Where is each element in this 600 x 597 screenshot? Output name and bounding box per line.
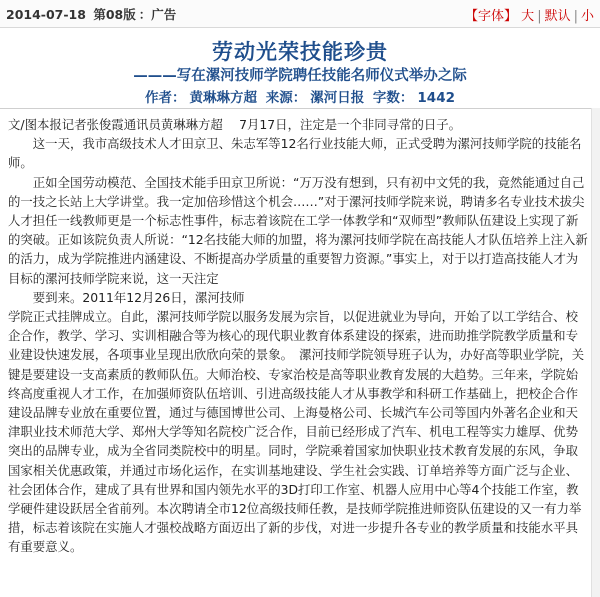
article-subtitle: ———写在漯河技师学院聘任技能名师仪式举办之际 — [133, 68, 467, 84]
paragraph-4: 要到来。2011年12月26日，漯河技师 — [32, 289, 245, 305]
edition-number: 第08版 — [93, 7, 136, 22]
font-separator-1: | — [537, 9, 542, 24]
source-name: 漯河日报 — [310, 90, 365, 106]
edition-section: ：广告 — [138, 7, 177, 22]
font-separator-2: | — [573, 9, 578, 24]
article-title: 劳动光荣技能珍贵 — [212, 39, 388, 64]
source-label: 来源： — [265, 90, 307, 106]
paragraph-5: 学院正式挂牌成立。自此，漯河技师学院以服务发展为宗旨，以促进就业为导向，开始了以工学结合、校企合作，教学、学习、实训相融合等为核心的现代职业教育体系建设的探索，进而助推学院教学质量和专业建设快速发展，各项事业呈现出欣欣向荣的景象。 漯河技师学院领导班子认为，办好高等职业学院，关键是要建设一支高素质的教师队伍。大师治校、专家治校是高等职业教育发展的大趋势。三年来，学院始终高度重视人才工作，在加强师资队伍培训、引进高级技能人才从事教学和科研工作基础上，把校企合作建设品牌专业放在重要位置，通过与德国博世公司、上海曼格公司、长城汽车公司等国内外著名企业和天津职业技术师范大学、郑州大学等知名院校广泛合作，目前已经形成了汽车、机电工程等实力雄厚、优势突出的品牌专业，成为全省同类院校中的明星。同时，学院乘着国家加快职业技术教育发展的东风，争取国家相关优惠政策，并通过市场化运作，在实训基地建设、学生社会实践、订单培养等方面广泛与企业、社会团体合作，建成了具有世界和国内领先水平的3D打印工作室、机器人应用中心等4个技能工作室，教学硬件建设跃居全省前列。本次聘请全市12位高级技师任教，是技师学院推进师资队伍建设的又一有力举措，标志着该院在实施人才强校战略方面迈出了新的步伐，对进一步提升各专业的教学质量和技能水平具有重要意义。 — [8, 309, 585, 555]
author-name: 黄琳琳方超 — [189, 90, 257, 106]
word-count: 1442 — [417, 90, 455, 106]
word-count-label: 字数： — [372, 90, 414, 106]
edition-info — [6, 5, 179, 23]
font-default-link[interactable]: 默认 — [544, 9, 571, 24]
font-size-label: 【字体】 — [465, 9, 518, 24]
paragraph-1: 文/图本报记者张俊霞通讯员黄琳琳方超 7月17日，注定是一个非同寻常的日子。 — [8, 117, 462, 132]
author-label: 作者： — [145, 90, 186, 106]
font-size-control — [465, 5, 594, 24]
font-large-link[interactable]: 大 — [521, 9, 535, 24]
top-bar — [0, 0, 600, 28]
font-small-link[interactable]: 小 — [580, 9, 594, 24]
vertical-scrollbar[interactable] — [591, 108, 600, 597]
edition-date: 2014-07-18 — [6, 7, 86, 22]
article-body — [0, 108, 600, 597]
paragraph-2: 这一天，我市高级技术人才田京卫、朱志军等12名行业技能大师，正式受聘为漯河技师学院的技能名师。 — [8, 136, 582, 171]
article-meta — [0, 86, 600, 106]
paragraph-3: 正如全国劳动模范、全国技术能手田京卫所说：“万万没有想到，只有初中文凭的我，竟然能通过自己的一技之长站上大学讲堂。我一定加倍珍惜这个机会……”对于漯河技师学院来说，聘请多名专业技术拔尖人才担任一线教师更是一个标志性事件，标志着该院在工学一体教学和“双师型”教师队伍建设上实现了新的突破。正如该院负责人所说：“12名技能大师的加盟，将为漯河技师学院在高技能人才队伍培养上注入新的活力，成为学院推进内涵建设、不断提高办学质量的重要智力资源。”事实上，对于以打造高技能人才为目标的漯河技师学院来说，这一天注定 — [8, 174, 588, 286]
